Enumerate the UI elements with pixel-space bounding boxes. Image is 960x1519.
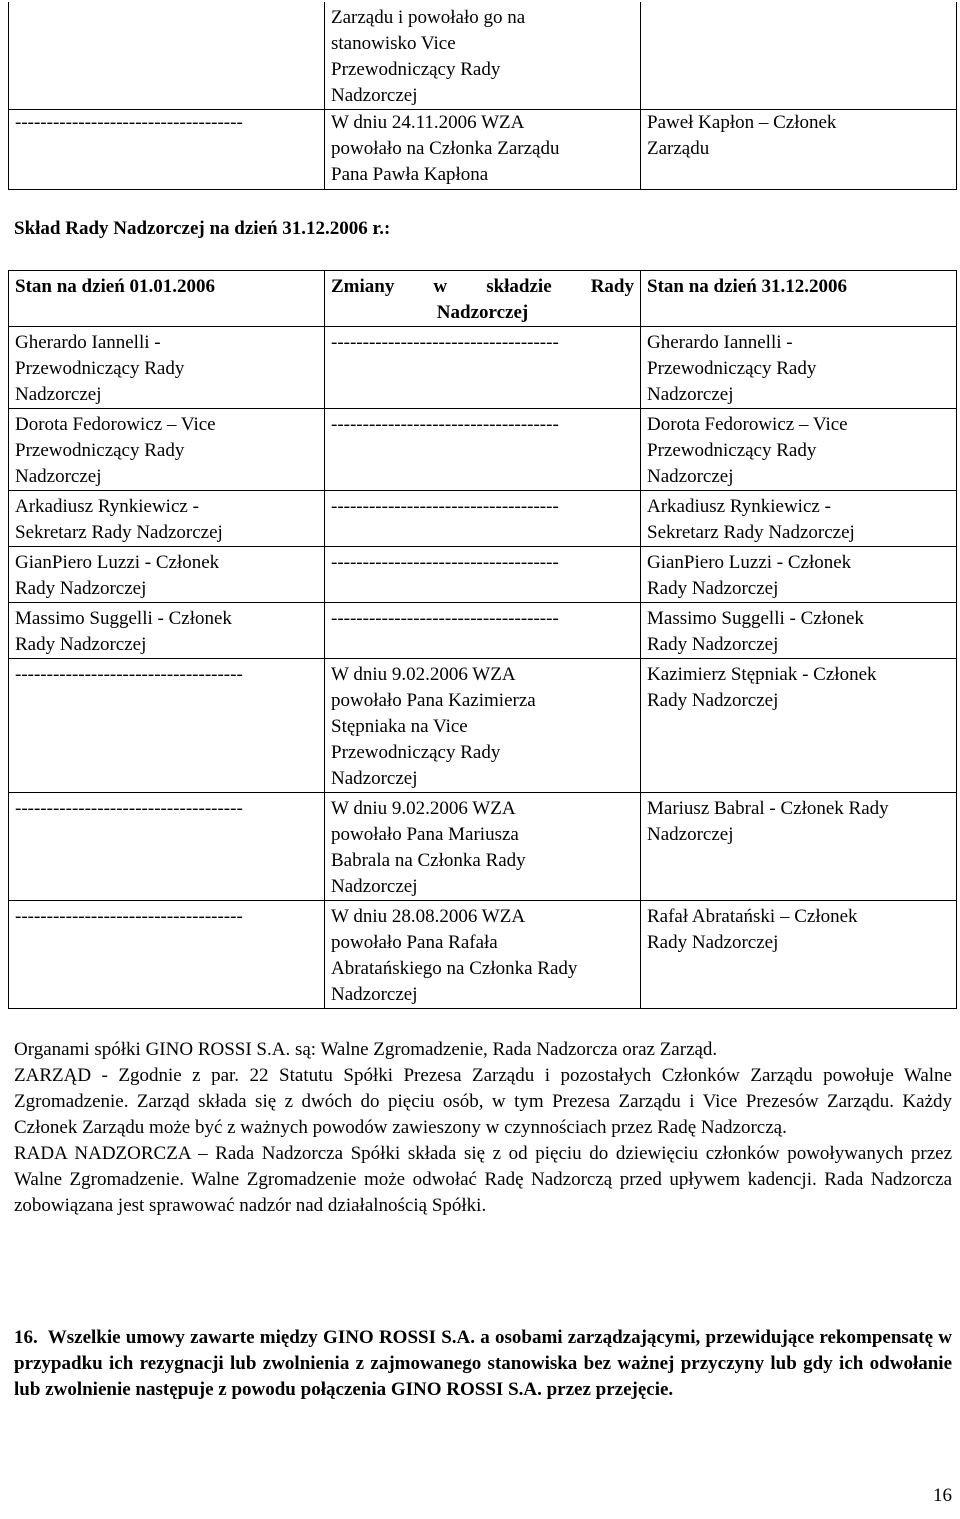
table-cell	[641, 793, 957, 901]
table-cell	[325, 2, 641, 110]
cell-text: Nadzorczej	[331, 768, 418, 789]
table-cell	[641, 659, 957, 793]
cell-text: Babrala na Członka Rady	[331, 850, 526, 871]
cell-text: Dorota Fedorowicz – Vice	[647, 414, 848, 435]
table-row	[9, 547, 957, 603]
supervisory-board-table	[8, 270, 957, 1009]
section-text: Wszelkie umowy zawarte między GINO ROSSI S.A. a osobami zarządzającymi, przewidujące rekompensatę w przypadku ich rezygnacji lub zwolnienia z zajmowanego stanowiska bez ważnej przyczyny lub gdy ich odwołanie lub zwolnienie następuje z powodu połączenia GINO ROSSI S.A. przez przejęcie.	[14, 1327, 952, 1400]
cell-text: Arkadiusz Rynkiewicz -	[15, 496, 199, 517]
cell-text: Mariusz Babral - Członek Rady	[647, 798, 889, 819]
section-16	[14, 1325, 952, 1403]
cell-text: Nadzorczej	[15, 384, 102, 405]
cell-text: Pana Pawła Kapłona	[331, 164, 489, 185]
cell-text: Stępniaka na Vice	[331, 716, 468, 737]
cell-text: Nadzorczej	[331, 984, 418, 1005]
cell-text: Nadzorczej	[15, 466, 102, 487]
table-cell	[641, 110, 957, 190]
cell-text: Przewodniczący Rady	[331, 59, 501, 80]
header-state-start: Stan na dzień 01.01.2006	[15, 276, 216, 297]
table-cell	[9, 491, 325, 547]
table-row	[9, 2, 957, 110]
table-cell	[9, 409, 325, 491]
cell-text: powołało Pana Kazimierza	[331, 690, 536, 711]
table-cell	[325, 409, 641, 491]
dash-placeholder: ------------------------------------	[331, 552, 559, 573]
table-row	[9, 901, 957, 1009]
paragraph-organs: Organami spółki GINO ROSSI S.A. są: Walne Zgromadzenie, Rada Nadzorcza oraz Zarząd.	[14, 1039, 718, 1060]
table-cell	[9, 2, 325, 110]
table-cell	[325, 327, 641, 409]
cell-text: Sekretarz Rady Nadzorczej	[15, 522, 223, 543]
table-row	[9, 491, 957, 547]
header-cell	[9, 271, 325, 327]
cell-text: Przewodniczący Rady	[15, 358, 185, 379]
table-cell	[325, 491, 641, 547]
dash-placeholder: ------------------------------------	[15, 906, 243, 927]
cell-text: Paweł Kapłon – Członek	[647, 112, 837, 133]
header-cell	[325, 271, 641, 327]
cell-text: Przewodniczący Rady	[331, 742, 501, 763]
cell-text: Przewodniczący Rady	[647, 440, 817, 461]
dash-placeholder: ------------------------------------	[15, 664, 243, 685]
header-state-end: Stan na dzień 31.12.2006	[647, 276, 848, 297]
table-body	[9, 327, 957, 1009]
section-number: 16.	[14, 1327, 38, 1348]
table-cell	[641, 327, 957, 409]
table-cell	[325, 603, 641, 659]
table-cell	[325, 547, 641, 603]
table-cell	[641, 603, 957, 659]
dash-placeholder: ------------------------------------	[331, 414, 559, 435]
cell-text: GianPiero Luzzi - Członek	[647, 552, 852, 573]
dash-placeholder: ------------------------------------	[331, 608, 559, 629]
cell-text: stanowisko Vice	[331, 33, 456, 54]
header-changes-line1: Zmiany w składzie Rady	[331, 276, 634, 297]
cell-text: powołało Pana Mariusza	[331, 824, 519, 845]
cell-text: Rady Nadzorczej	[15, 634, 147, 655]
cell-text: Nadzorczej	[331, 85, 418, 106]
board-changes-continuation-table	[8, 2, 957, 190]
cell-text: Zarządu	[647, 138, 710, 159]
table-cell	[641, 2, 957, 110]
section-title: Skład Rady Nadzorczej na dzień 31.12.2006 r.:	[14, 218, 391, 239]
cell-text: Nadzorczej	[647, 384, 734, 405]
cell-text: Massimo Suggelli - Członek	[15, 608, 232, 629]
cell-text: Rady Nadzorczej	[647, 932, 779, 953]
cell-text: W dniu 9.02.2006 WZA	[331, 664, 516, 685]
cell-text: Arkadiusz Rynkiewicz -	[647, 496, 831, 517]
table-row	[9, 603, 957, 659]
cell-text: GianPiero Luzzi - Członek	[15, 552, 220, 573]
cell-text: Kazimierz Stępniak - Członek	[647, 664, 877, 685]
dash-placeholder: ------------------------------------	[331, 332, 559, 353]
cell-text: Zarządu i powołało go na	[331, 7, 526, 28]
cell-text: powołało Pana Rafała	[331, 932, 498, 953]
table-cell	[325, 659, 641, 793]
cell-text: Rady Nadzorczej	[647, 634, 779, 655]
cell-text: Sekretarz Rady Nadzorczej	[647, 522, 855, 543]
table-row	[9, 793, 957, 901]
table-row	[9, 110, 957, 190]
table-cell	[9, 603, 325, 659]
page-number: 16	[933, 1485, 952, 1506]
table-row	[9, 659, 957, 793]
cell-text: Abratańskiego na Członka Rady	[331, 958, 578, 979]
table-header-row	[9, 271, 957, 327]
cell-text: W dniu 24.11.2006 WZA	[331, 112, 525, 133]
table-cell	[9, 327, 325, 409]
table-row	[9, 327, 957, 409]
cell-text: W dniu 28.08.2006 WZA	[331, 906, 526, 927]
cell-text: Nadzorczej	[647, 466, 734, 487]
cell-text: Gherardo Iannelli -	[15, 332, 161, 353]
table-cell	[641, 901, 957, 1009]
paragraph-management-board: ZARZĄD - Zgodnie z par. 22 Statutu Spółki Prezesa Zarządu i pozostałych Członków Zarządu powołuje Walne Zgromadzenie. Zarząd składa się z dwóch do pięciu osób, w tym Prezesa Zarządu i Vice Prezesów Zarządu. Każdy Członek Zarządu może być z ważnych powodów zawieszony w czynnościach przez Radę Nadzorczą.	[14, 1065, 952, 1138]
dash-placeholder: ------------------------------------	[331, 496, 559, 517]
header-cell	[641, 271, 957, 327]
cell-text: Massimo Suggelli - Członek	[647, 608, 864, 629]
header-changes-line2: Nadzorczej	[436, 302, 529, 323]
table-cell	[9, 547, 325, 603]
cell-text: Dorota Fedorowicz – Vice	[15, 414, 216, 435]
table-cell	[325, 901, 641, 1009]
table-cell	[641, 491, 957, 547]
table-cell	[9, 901, 325, 1009]
cell-text: Przewodniczący Rady	[15, 440, 185, 461]
governance-description	[14, 1037, 952, 1219]
table-cell	[9, 659, 325, 793]
dash-placeholder: ------------------------------------	[15, 112, 243, 133]
table-cell	[325, 110, 641, 190]
cell-text: Rady Nadzorczej	[15, 578, 147, 599]
table-row	[9, 409, 957, 491]
cell-text: Rady Nadzorczej	[647, 690, 779, 711]
cell-text: powołało na Członka Zarządu	[331, 138, 560, 159]
cell-text: Przewodniczący Rady	[647, 358, 817, 379]
table-cell	[9, 110, 325, 190]
cell-text: Nadzorczej	[331, 876, 418, 897]
cell-text: Nadzorczej	[647, 824, 734, 845]
cell-text: Rady Nadzorczej	[647, 578, 779, 599]
table-cell	[641, 409, 957, 491]
cell-text: W dniu 9.02.2006 WZA	[331, 798, 516, 819]
cell-text: Gherardo Iannelli -	[647, 332, 793, 353]
dash-placeholder: ------------------------------------	[15, 798, 243, 819]
paragraph-supervisory-board: RADA NADZORCZA – Rada Nadzorcza Spółki składa się z od pięciu do dziewięciu członków powoływanych przez Walne Zgromadzenie. Walne Zgromadzenie może odwołać Radę Nadzorczą przed upływem kadencji. Rada Nadzorcza zobowiązana jest sprawować nadzór nad działalnością Spółki.	[14, 1143, 952, 1216]
cell-text: Rafał Abratański – Członek	[647, 906, 858, 927]
table-cell	[325, 793, 641, 901]
table-cell	[641, 547, 957, 603]
table-cell	[9, 793, 325, 901]
